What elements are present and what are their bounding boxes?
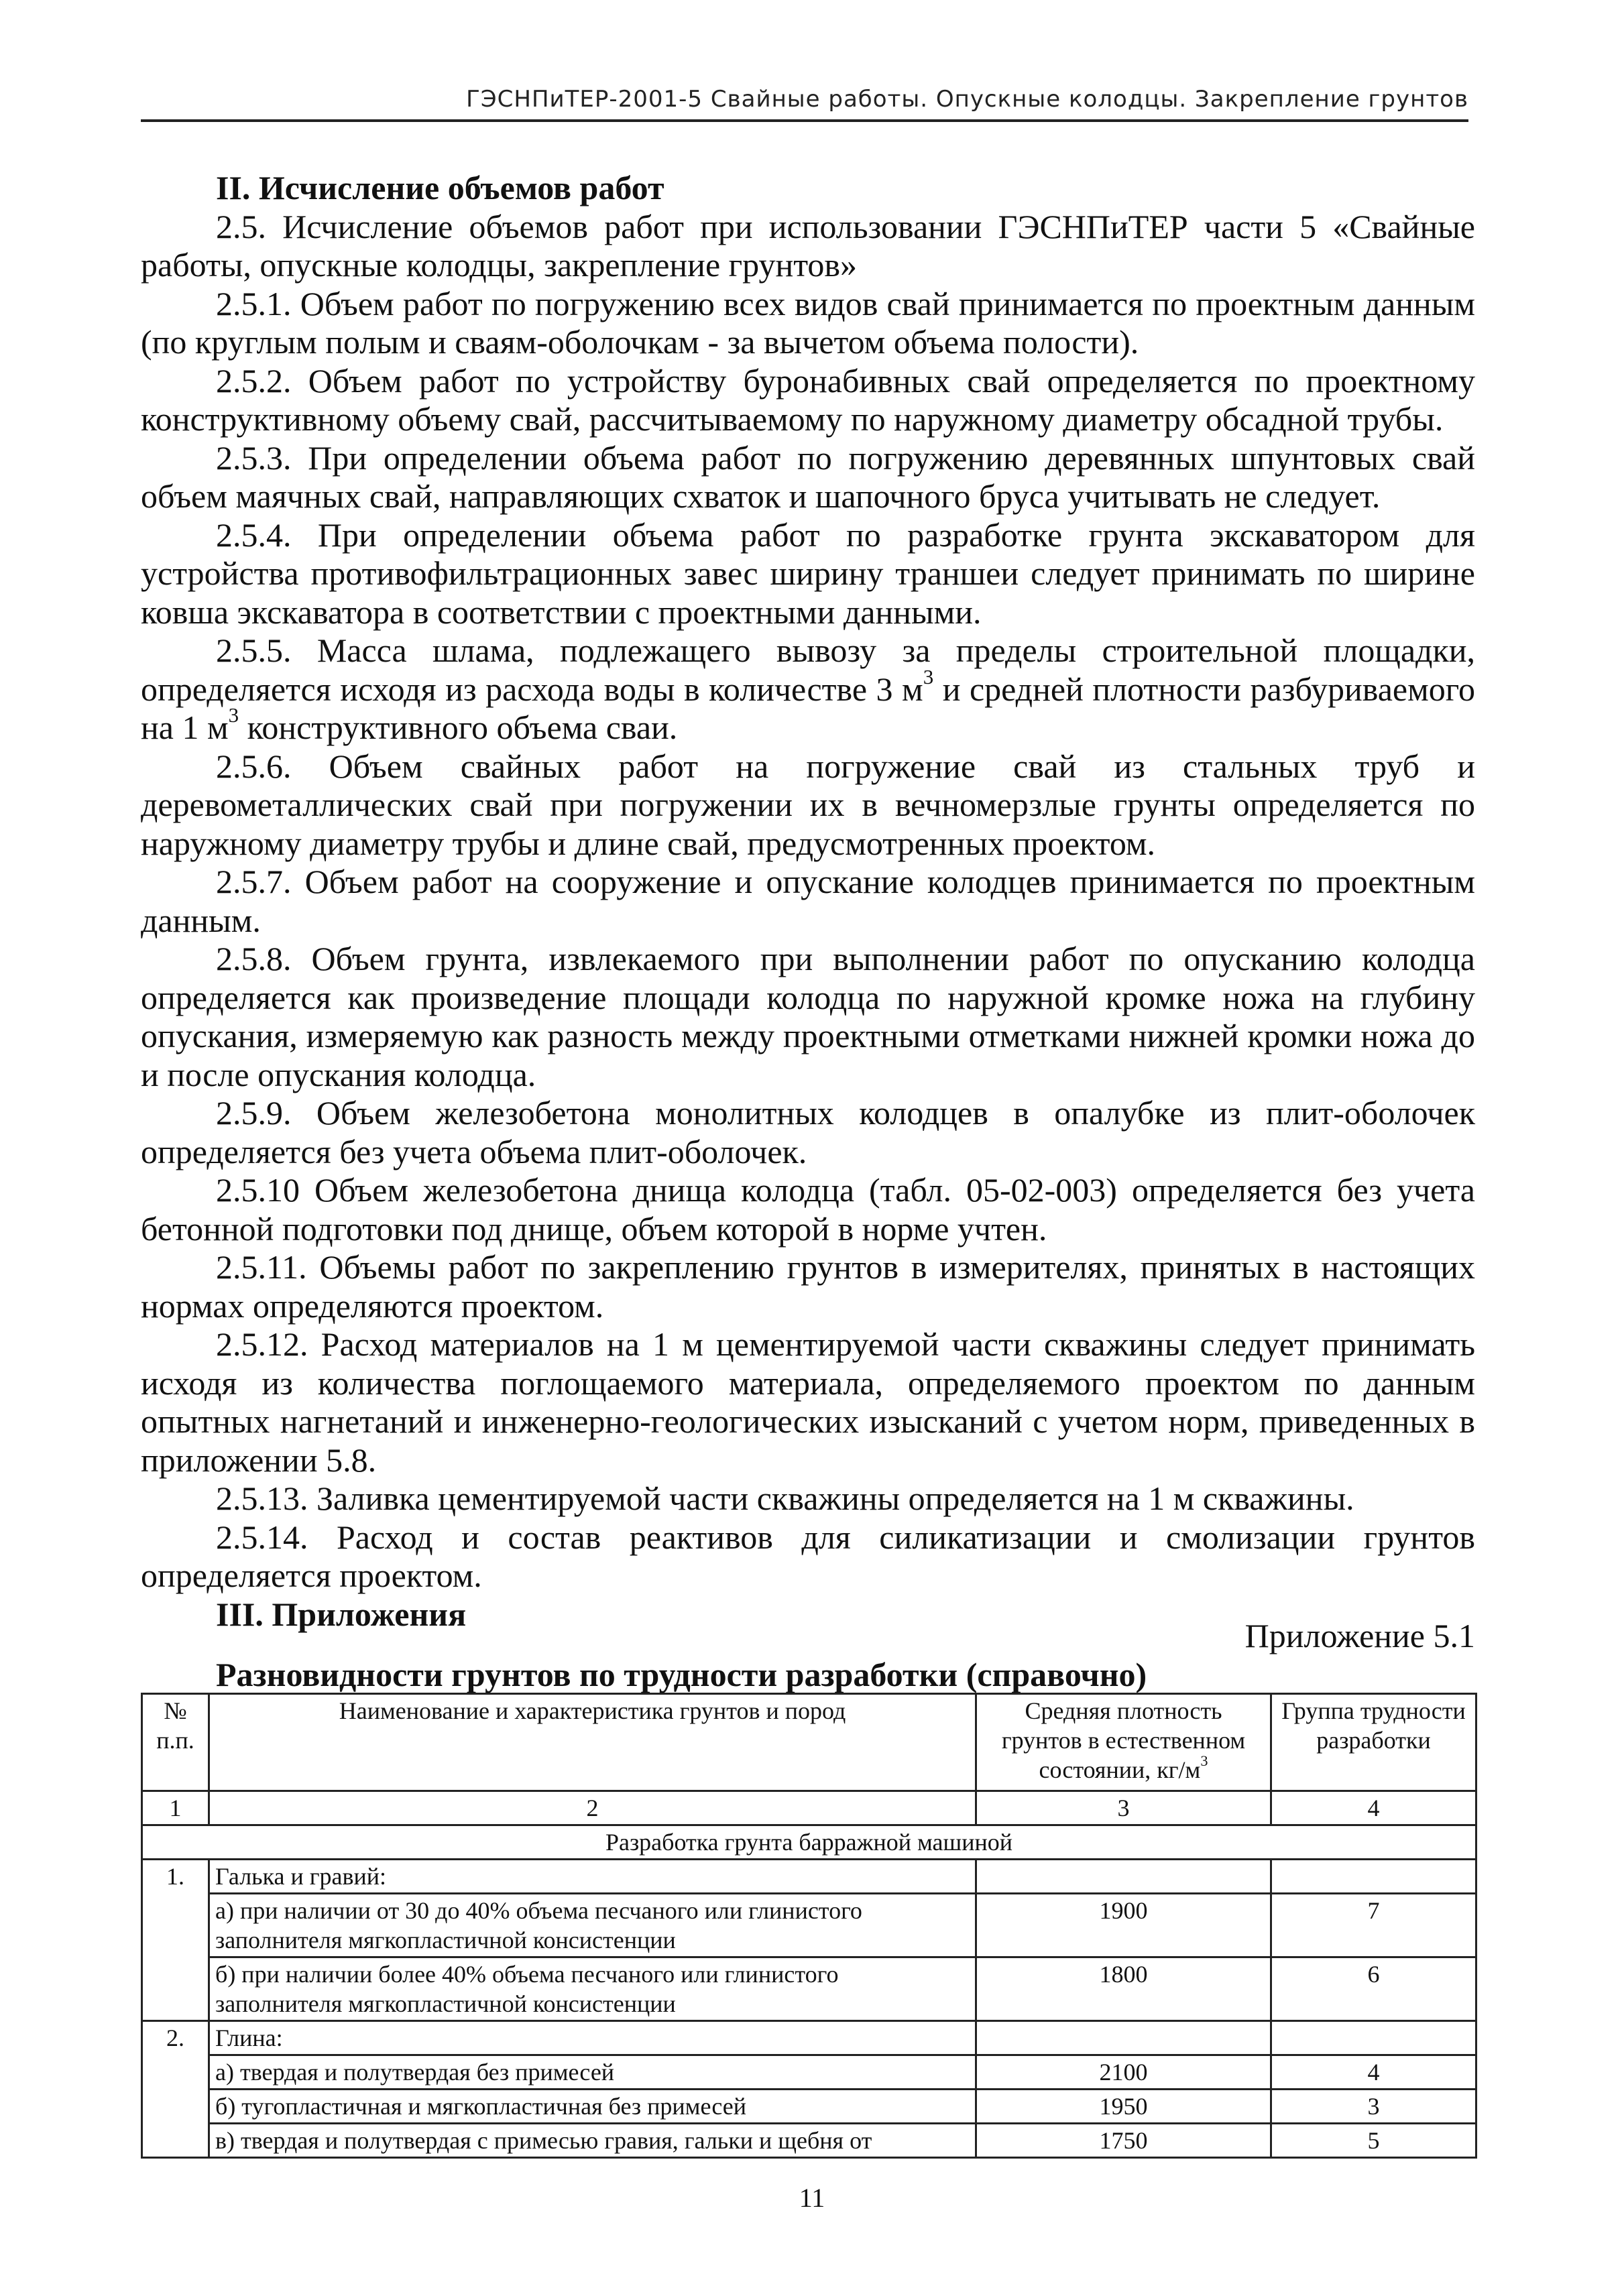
soil-description: б) при наличии более 40% объема песчаного или глинистого заполнителя мягкопластичной консистенции (209, 1957, 976, 2021)
group-number: 1. (142, 1860, 209, 2021)
table-row (142, 1860, 1476, 1894)
table-title: Разновидности грунтов по трудности разработки (справочно) (216, 1656, 1147, 1693)
paragraph-2-5-5 (141, 631, 1475, 747)
difficulty-group: 3 (1271, 2090, 1476, 2124)
section-3-heading: III. Приложения (216, 1595, 467, 1633)
paragraph-2-5-3: 2.5.3. При определении объема работ по погружению деревянных шпунтовых свай объем маячных свай, направляющих схваток и шапочного бруса учитывать не следует. (141, 438, 1475, 515)
difficulty-group: 5 (1271, 2124, 1476, 2158)
difficulty-group: 4 (1271, 2055, 1476, 2090)
soil-description: в) твердая и полутвердая с примесью гравия, гальки и щебня от (209, 2124, 976, 2158)
paragraph-2-5-8: 2.5.8. Объем грунта, извлекаемого при выполнении работ по опусканию колодца определяется как произведение площади колодца по наружной кромке ножа на глубину опускания, измеряемую как разность между проектными отметками нижней кромки ножа до и после опускания колодца. (141, 940, 1475, 1093)
superscript-3: 3 (923, 664, 934, 688)
running-header: ГЭСНПиТЕР-2001-5 Свайные работы. Опускные колодцы. Закрепление грунтов (141, 86, 1468, 122)
difficulty-group: 6 (1271, 1957, 1476, 2021)
table-section-heading: Разработка грунта барражной машиной (142, 1825, 1476, 1860)
table-row (142, 2055, 1476, 2090)
group-title: Глина: (209, 2021, 976, 2055)
group-title: Галька и гравий: (209, 1860, 976, 1894)
empty-cell (976, 2021, 1271, 2055)
group-number: 2. (142, 2021, 209, 2158)
body-text (141, 169, 1475, 1634)
density-value: 1750 (976, 2124, 1271, 2158)
column-number: 3 (976, 1791, 1271, 1825)
header-density (976, 1694, 1271, 1791)
column-number: 2 (209, 1791, 976, 1825)
paragraph-2-5-9: 2.5.9. Объем железобетона монолитных колодцев в опалубке из плит-оболочек определяется без учета объема плит-оболочек. (141, 1094, 1475, 1170)
soil-description: б) тугопластичная и мягкопластичная без примесей (209, 2090, 976, 2124)
column-number: 1 (142, 1791, 209, 1825)
column-number: 4 (1271, 1791, 1476, 1825)
paragraph-2-5-7: 2.5.7. Объем работ на сооружение и опускание колодцев принимается по проектным данным. (141, 863, 1475, 939)
header-density-text: Средняя плотность грунтов в естественном состоянии, кг/м (1001, 1697, 1246, 1783)
paragraph-2-5-12: 2.5.12. Расход материалов на 1 м цементируемой части скважины следует принимать исходя из количества поглощаемого материала, определяемого проектом по данным опытных нагнетаний и инженерно-геологических изысканий с учетом норм, приведенных в приложении 5.8. (141, 1325, 1475, 1479)
paragraph-2-5-11: 2.5.11. Объемы работ по закреплению грунтов в измерителях, принятых в настоящих нормах определяются проектом. (141, 1248, 1475, 1325)
paragraph-2-5-13: 2.5.13. Заливка цементируемой части скважины определяется на 1 м скважины. (216, 1479, 1354, 1517)
header-number: № п.п. (142, 1694, 209, 1791)
column-number-row (142, 1791, 1476, 1825)
soil-table (141, 1693, 1477, 2159)
p255-part2: и средней плотности разбуриваемого на 1 м (141, 670, 1476, 746)
soil-description: а) твердая и полутвердая без примесей (209, 2055, 976, 2090)
paragraph-2-5-14: 2.5.14. Расход и состав реактивов для силикатизации и смолизации грунтов определяется проектом. (141, 1518, 1475, 1594)
section-2-heading: II. Исчисление объемов работ (216, 169, 664, 206)
density-value: 2100 (976, 2055, 1271, 2090)
table-section-row (142, 1825, 1476, 1860)
p255-part3: конструктивного объема сваи. (239, 709, 678, 746)
density-value: 1800 (976, 1957, 1271, 2021)
table-row (142, 1957, 1476, 2021)
table-row (142, 2021, 1476, 2055)
density-value: 1950 (976, 2090, 1271, 2124)
empty-cell (1271, 1860, 1476, 1894)
superscript-3: 3 (228, 703, 239, 727)
paragraph-2-5-10: 2.5.10 Объем железобетона днища колодца (табл. 05-02-003) определяется без учета бетонной подготовки под днище, объем которой в норме учтен. (141, 1171, 1475, 1248)
paragraph-2-5-4: 2.5.4. При определении объема работ по разработке грунта экскаватором для устройства противофильтрационных завес ширину траншеи следует принимать по ширине ковша экскаватора в соответствии с проектными данными. (141, 516, 1475, 631)
table-row (142, 2124, 1476, 2158)
empty-cell (1271, 2021, 1476, 2055)
header-group: Группа трудности разработки (1271, 1694, 1476, 1791)
p255-part1: 2.5.5. Масса шлама, подлежащего вывозу за пределы строительной площадки, определяется исходя из расхода воды в количестве 3 м (141, 631, 1475, 708)
soil-description: а) при наличии от 30 до 40% объема песчаного или глинистого заполнителя мягкопластичной консистенции (209, 1894, 976, 1957)
empty-cell (976, 1860, 1271, 1894)
table-header-row (142, 1694, 1476, 1791)
superscript-3: 3 (1200, 1752, 1208, 1770)
table-row (142, 1894, 1476, 1957)
paragraph-2-5-6: 2.5.6. Объем свайных работ на погружение свай из стальных труб и деревометаллических свай при погружении их в вечномерзлые грунты определяется по наружному диаметру трубы и длине свай, предусмотренных проектом. (141, 747, 1475, 862)
appendix-label: Приложение 5.1 (1244, 1617, 1475, 1654)
paragraph-2-5-2: 2.5.2. Объем работ по устройству буронабивных свай определяется по проектному конструктивному объему свай, рассчитываемому по наружному диаметру обсадной трубы. (141, 361, 1475, 438)
density-value: 1900 (976, 1894, 1271, 1957)
table-row (142, 2090, 1476, 2124)
paragraph-2-5-1: 2.5.1. Объем работ по погружению всех видов свай принимается по проектным данным (по круглым полым и сваям-оболочкам - за вычетом объема полости). (141, 284, 1475, 361)
header-name: Наименование и характеристика грунтов и пород (209, 1694, 976, 1791)
page-number: 11 (799, 2183, 825, 2213)
difficulty-group: 7 (1271, 1894, 1476, 1957)
paragraph-2-5: 2.5. Исчисление объемов работ при использовании ГЭСНПиТЕР части 5 «Свайные работы, опускные колодцы, закрепление грунтов» (141, 207, 1475, 284)
